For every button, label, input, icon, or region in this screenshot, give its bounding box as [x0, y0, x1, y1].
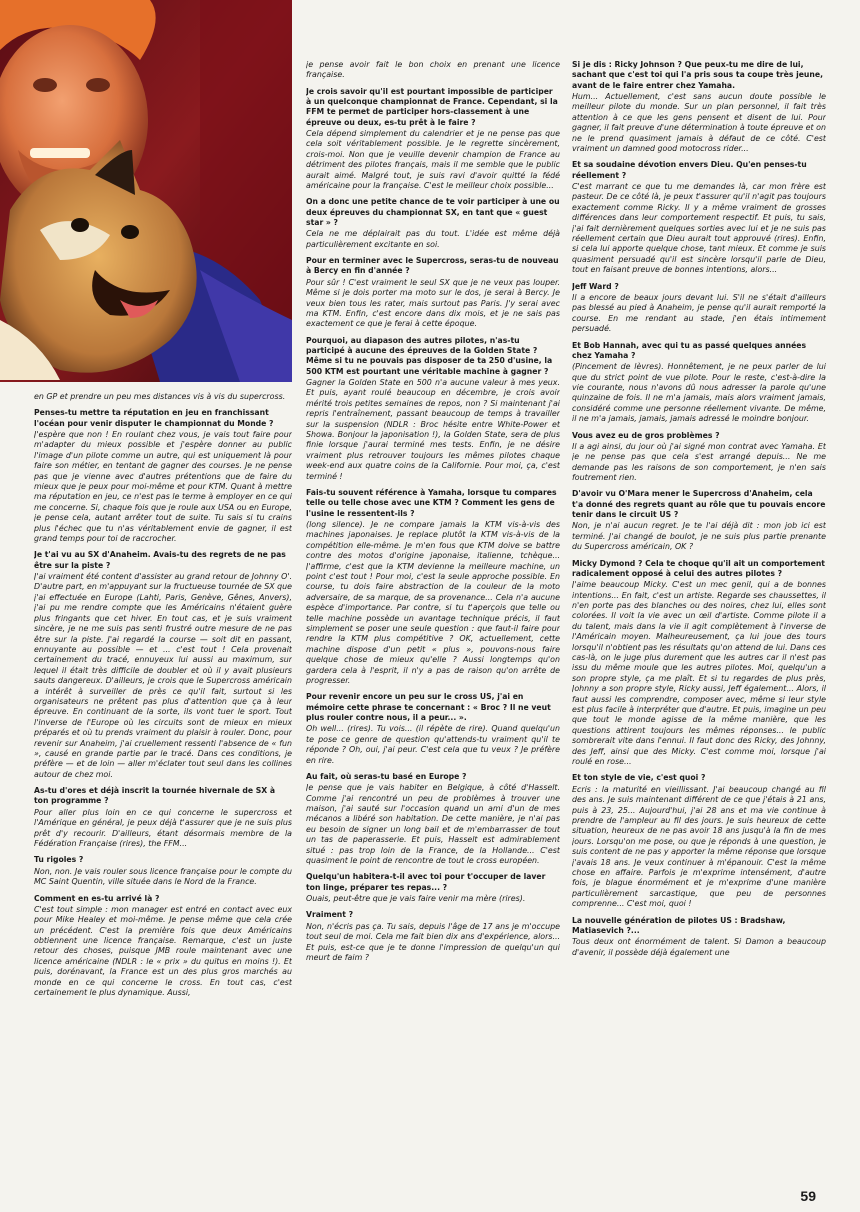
interview-question: Micky Dymond ? Cela te choque qu'il ait un comportement radicalement opposé à celui des autres pilotes ?	[572, 558, 825, 578]
article-column-3	[572, 60, 826, 964]
qa-block	[572, 60, 826, 154]
interview-answer: J'ai vraiment été content d'assister au grand retour de Johnny O'. D'autre part, en m'appuyant sur la fructueuse tournée de SX que j'ai effectuée en Europe (Lahti, Paris, Genève, Gênes, Anvers), j'ai pu me rendre compte que les Américains n'étaient guère plus fringants que cet hiver. En tout cas, et je suis vraiment sincère, je ne me suis pas senti frustré outre mesure de ne pas être sur la piste. J'ai regardé la course — soit dit en passant, ennuyante au possible — et ... c'est tout ! Cela provenait certainement du tracé, ennuyeux lui aussi au maximum, sur lequel il était très difficile de doubler et où il y avait plusieurs sauts dangereux. D'ailleurs, je crois que le Supercross américain a intérêt à surveiller de près ce qu'il fait, surtout si les organisateurs ne prêtent pas plus d'attention que ça à leur épreuve. En continuant de la sorte, ils vont tuer le sport. Tout l'inverse de l'Europe où les circuits sont de mieux en mieux préparés et où tu prends vraiment du plaisir à rouler. Donc, pour revenir sur Anaheim, j'ai cruellement ressenti l'absence de « fun », causé en grande partie par le tracé. Dans ces conditions, je préfère — et de loin — aller m'éclater tout seul dans les collines autour de chez moi.	[34, 572, 292, 779]
interview-question: Et sa soudaine dévotion envers Dieu. Qu'en penses-tu réellement ?	[572, 160, 807, 180]
interview-answer: Pour sûr ! C'est vraiment le seul SX que je ne veux pas louper. Même si je dois porter ma moto sur le dos, je serai à Bercy. Je veux bien tous les rater, mais surtout pas Paris. J'y serai avec ma KTM. Enfin, c'est encore dans dix mois, et je ne sais pas exactement ce que je ferai à cette époque.	[306, 277, 560, 329]
interview-question: D'avoir vu O'Mara mener le Supercross d'Anaheim, cela t'a donné des regrets quant au rôle que tu pouvais encore tenir dans le circuit US ?	[572, 489, 826, 520]
interview-question: Si je dis : Ricky Johnson ? Que peux-tu me dire de lui, sachant que c'est toi qui l'a pris sous ta coupe très jeune, avant de le faire entrer chez Yamaha.	[572, 60, 823, 90]
interview-question: Jeff Ward ?	[572, 281, 619, 291]
qa-block	[306, 910, 560, 963]
rider-with-dog-photo	[0, 0, 292, 382]
article-column-1	[34, 392, 292, 1004]
qa-block	[306, 256, 560, 330]
qa-block	[572, 559, 826, 768]
interview-question: La nouvelle génération de pilotes US : Bradshaw, Matiasevich ?...	[572, 915, 786, 935]
interview-question: Et Bob Hannah, avec qui tu as passé quelques années chez Yamaha ?	[572, 340, 807, 360]
qa-block	[572, 489, 826, 552]
interview-answer: J'aime beaucoup Micky. C'est un mec genil, qui a de bonnes intentions... En fait, c'est un artiste. Regarde ses chaussettes, il n'en porte pas des blanches ou des noires, chez lui, elles sont colorées. Il voit la vie avec un œil d'artiste. Comme pilote il a du talent, mais dans la vie il agit complètement à l'inverse de l'Américain moyen. Malheureusement, ça lui joue des tours lorsqu'il n'obtient pas les résultats qu'on attend de lui. Dans ces cas-là, on le juge plus durement que les autres car il n'est pas issu du même moule que les autres pilotes. Moi, quelqu'un a son propre style, ça me plaît. Et si tu regardes de plus près, Johnny a son propre style, Ricky aussi, Jeff également... Alors, il faut aussi les comprendre, composer avec, même si leur style est plus facile à interpréter que d'autre. Et puis, imagine un peu que tout le monde agisse de la même manière, que les questions attirent toujours les mêmes réponses... le public sombrerait vite dans l'ennui. Il faut donc des Ricky, des Johnny, des Jeff, ainsi que des Micky. C'est comme moi, lorsque j'ai roulé en rose...	[572, 580, 826, 767]
interview-question: Comment en es-tu arrivé là ?	[34, 893, 160, 903]
interview-answer: Non, n'écris pas ça. Tu sais, depuis l'âge de 17 ans je m'occupe tout seul de moi. Cela me fait bien dix ans d'expérience, alors... Et puis, est-ce que je te donne l'impression de quelqu'un qui meurt de faim ?	[306, 921, 560, 962]
interview-question: Et ton style de vie, c'est quoi ?	[572, 773, 706, 783]
interview-answer: (long silence). Je ne compare jamais la KTM vis-à-vis des machines japonaises. Je replace plutôt la KTM vis-à-vis de la compétition elle-même. Je m'en fous que KTM doive se battre contre des motos d'origine japonaise, italienne, tchèque... J'affirme, c'est que la KTM devienne la meilleure machine, un point c'est tout ! Pour moi, c'est la seule approche possible. En course, tu dois faire abstraction de la couleur de la moto adversaire, de sa marque, de sa provenance... Cela n'a aucune espèce d'importance. Par contre, si tu t'aperçois que telle ou telle machine possède un avantage technique précis, il faut simplement se poser une seule question : que faut-il faire pour rendre la KTM plus compétitive ? OK, actuellement, cette machine dispose d'un petit « plus », pouvons-nous faire quelque chose de mieux qu'elle ? Aussi longtemps qu'on gardera cela à l'esprit, il n'y a pas de raison qu'on arrête de progresser.	[306, 519, 560, 685]
qa-block	[572, 916, 826, 958]
interview-answer: Cela ne me déplairait pas du tout. L'idée est même déjà particulièrement excitante en soi.	[306, 229, 560, 249]
interview-question: Pour en terminer avec le Supercross, seras-tu de nouveau à Bercy en fin d'année ?	[306, 256, 559, 276]
qa-block	[306, 87, 560, 192]
qa-block	[572, 773, 826, 909]
qa-block	[34, 855, 292, 887]
interview-question: Fais-tu souvent référence à Yamaha, lorsque tu compares telle ou telle chose avec une KTM ? Comment les gens de l'usine le ressentent-ils ?	[306, 488, 557, 518]
interview-answer: je pense avoir fait le bon choix en prenant une licence française.	[306, 60, 560, 80]
interview-question: Au fait, où seras-tu basé en Europe ?	[306, 771, 467, 781]
qa-block	[572, 431, 826, 484]
interview-answer: (Pincement de lèvres). Honnêtement, je ne peux parler de lui que du strict point de vue pilote. Pour le reste, c'est-à-dire la vie courante, nous n'avons dû nous adresser la parole qu'une quinzaine de fois. Il ne m'a jamais, mais alors vraiment jamais, considéré comme une personne réellement vivante. De même, il ne m'a jamais, jamais, jamais adressé le moindre bonjour.	[572, 362, 826, 424]
interview-question: Quelqu'un habitera-t-il avec toi pour t'occuper de laver ton linge, préparer tes repas... ?	[306, 872, 546, 892]
qa-block	[34, 894, 292, 999]
interview-question: As-tu d'ores et déjà inscrit la tournée hivernale de SX à ton programme ?	[34, 786, 276, 806]
qa-block	[34, 786, 292, 849]
interview-question: Pourquoi, au diapason des autres pilotes, n'as-tu participé à aucune des épreuves de la Golden State ? Même si tu ne pouvais pas disposer de ta 250 d'usine, la 500 KTM est pourtant une véritable machine à gagner ?	[306, 335, 553, 376]
interview-answer: Il a agi ainsi, du jour où j'ai signé mon contrat avec Yamaha. Et je ne pense pas que cela s'est arrangé depuis... Ne me demande pas les raisons de son comportement, je n'en sais foutrement rien.	[572, 441, 826, 483]
qa-block	[306, 692, 560, 766]
interview-answer: Hum... Actuellement, c'est sans aucun doute possible le meilleur pilote du monde. Sur un plan personnel, il fait très attention à ce que les gens pensent et disent de lui. Pour gagner, il fait preuve d'une détermination à toute épreuve et on ne le prend quasiment jamais à défaut de ce côté. C'est vraiment un damned good motocross rider...	[572, 91, 826, 153]
interview-answer: en GP et prendre un peu mes distances vis à vis du supercross.	[34, 392, 286, 401]
interview-answer: Oh well... (rires). Tu vois... (il répète de rire). Quand quelqu'un te pose ce genre de question qu'attends-tu vraiment qu'il te réponde ? Oh, oui, j'ai peur. C'est cela que tu veux ? Je préfère en rire.	[306, 724, 560, 765]
interview-answer: Cela dépend simplement du calendrier et je ne pense pas que cela soit véritablement possible. Je le regrette sincèrement, crois-moi. Non que je veuille devenir champion de France au détriment des pilotes français, mais il me semble que le public aurait aimé. Malgré tout, je suis ravi d'avoir quitté la fédé américaine pour la française. C'est le meilleur choix possible...	[306, 129, 560, 191]
interview-answer: Ouais, peut-être que je vais faire venir ma mère (rires).	[306, 894, 526, 904]
interview-answer: Non, je n'ai aucun regret. Je te l'ai déjà dit : mon job ici est terminé. J'ai changé de boulot, je ne suis plus partie prenante du Supercross américain, OK ?	[572, 521, 826, 552]
interview-answer: J'espère que non ! En roulant chez vous, je vais tout faire pour m'adapter du mieux possible et j'espère donner au public l'image d'un pilote comme un autre, qui est uniquement là pour faire son métier, en tentant de gagner des courses. Je ne pense pas que je vienne avec d'autres prétentions que de faire du mieux que je peux pour moi-même et pour KTM. Quant à mettre ma réputation en jeu, ce n'est pas le terme à employer en ce qui me concerne. Si, chaque fois que je roule aux USA ou en Europe, je pense cela, autant arrêter tout de suite. Tu sais si tu crains plus l'échec que tu n'as véritablement envie de gagner, il est grand temps pour toi de raccrocher.	[34, 430, 292, 544]
interview-question: Je crois savoir qu'il est pourtant impossible de participer à un quelconque championnat de France. Cependant, si la FFM te permet de participer hors-classement à une épreuve ou deux, es-tu prêt à le faire ?	[306, 86, 558, 127]
qa-block	[34, 392, 292, 402]
qa-block	[306, 772, 560, 867]
interview-answer: C'est marrant ce que tu me demandes là, car mon frère est pasteur. De ce côté là, je peux t'assurer qu'il n'agit pas toujours exactement comme Ricky. Il y a même vraiment de grosses différences dans leur comportement respectif. Et puis, tu sais, j'ai fait dernièrement quelques sorties avec lui et je ne suis pas réellement certain que Dieu aurait tout approuvé (rires). Enfin, si cela lui apporte quelque chose, tant mieux. Et comme je suis quasiment persuadé qu'il est sincère lorsqu'il parle de Dieu, tout en faisant preuve de bonnes intentions, alors...	[572, 181, 826, 275]
qa-block	[34, 550, 292, 780]
qa-block	[306, 60, 560, 81]
qa-block	[306, 197, 560, 250]
interview-question: Penses-tu mettre ta réputation en jeu en franchissant l'océan pour venir disputer le championnat du Monde ?	[34, 408, 274, 428]
interview-answer: Tous deux ont énormément de talent. Si Damon a beaucoup d'avenir, il possède déjà également une	[572, 937, 826, 957]
qa-block	[572, 282, 826, 335]
interview-answer: Je pense que je vais habiter en Belgique, à côté d'Hasselt. Comme j'ai rencontré un peu de problèmes à trouver une maison, j'ai sauté sur l'occasion quand un ami d'un de mes mécanos a libéré son habitation. De cette manière, je n'ai pas eu besoin de signer un long bail et de m'embarrasser de tout un tas de paperasserie. Et puis, Hasselt est admirablement situé : pas trop loin de la France, de la Hollande... C'est quasiment le point de rencontre de tout le cross européen.	[306, 783, 560, 866]
interview-question: Pour revenir encore un peu sur le cross US, j'ai en mémoire cette phrase te concernant : « Broc ? Il ne veut plus rouler contre nous, il a peur... ».	[306, 692, 551, 722]
interview-question: Tu rigoles ?	[34, 855, 84, 865]
qa-block	[306, 872, 560, 904]
interview-question: Je t'ai vu au SX d'Anaheim. Avais-tu des regrets de ne pas être sur la piste ?	[34, 550, 286, 570]
interview-answer: Gagner la Golden State en 500 n'a aucune valeur à mes yeux. Et puis, ayant roulé beaucoup en décembre, je crois avoir mérité trois petites semaines de repos, non ? Si maintenant j'ai repris l'entraînement, passant beaucoup de temps à travailler sur la suspension (NDLR : Broc hésite entre White-Power et Showa. Bonjour la japonisation !), la Golden State, sera de plus finie lorsque j'aurai terminé mes tests. Enfin, je ne désire vraiment plus retrouver toujours les mêmes pilotes chaque week-end aux quatre coins de la Californie. Pour moi, ça, c'est terminé !	[306, 377, 560, 481]
interview-answer: C'est tout simple : mon manager est entré en contact avec eux pour Mike Healey et moi-même. Je pense même que cela crée un précédent. C'est la première fois que deux Américains obtiennent une licence française. Remarque, c'est un juste retour des choses, puisque JMB roule maintenant avec une licence américaine (NDLR : le « prix » du quitus en moins !). Et puis, dorénavant, la France est un des plus gros marchés au monde en ce qui concerne le cross. En tout cas, c'est certainement le plus dynamique. Aussi,	[34, 904, 292, 998]
interview-answer: Non, non. Je vais rouler sous licence française pour le compte du MC Saint Quentin, ville située dans le Nord de la France.	[34, 866, 292, 887]
page-number: 59	[800, 1188, 816, 1204]
qa-block	[306, 488, 560, 686]
interview-question: Vous avez eu de gros problèmes ?	[572, 430, 720, 440]
interview-answer: Il a encore de beaux jours devant lui. S'il ne s'était d'ailleurs pas blessé au pied à Anaheim, je pense qu'il aurait remporté la course. En me rendant au stade, j'en étais intimement persuadé.	[572, 292, 826, 334]
interview-answer: Ecris : la maturité en vieillissant. J'ai beaucoup changé au fil des ans. Je suis maintenant différent de ce que j'étais à 21 ans, puis à 23, 25... Aujourd'hui, j'ai 28 ans et ma vie continue à prendre de l'ampleur au fil des jours. Je suis heureux de cette situation, heureux de ne pas avoir 18 ans jusqu'à la fin de mes jours. Lorsqu'on me pose, ou que je réponds à une question, je suis content de ne pas y apporter la même réponse que lorsque j'avais 18 ans. Je veux continuer à m'épanouir. C'est la même chose en affaire. Parfois je m'exprime intensément, d'autre fois, je blague énormément et je m'exprime d'une manière particulièrement sarcastique, que peu de personnes comprenne... C'est moi, quoi !	[572, 784, 826, 909]
interview-question: On a donc une petite chance de te voir participer à une ou deux épreuves du championnat SX, en tant que « guest star » ?	[306, 197, 560, 228]
interview-question: Vraiment ?	[306, 910, 354, 920]
interview-answer: Pour aller plus loin en ce qui concerne le supercross et l'Amérique en général, je peux déjà t'assurer que je ne suis plus prêt d'y recourir. D'ailleurs, étant désormais membre de la Fédération Française (rires), the FFM...	[34, 807, 292, 848]
article-column-2	[306, 60, 560, 969]
qa-block	[34, 408, 292, 544]
qa-block	[572, 160, 826, 275]
qa-block	[306, 336, 560, 482]
qa-block	[572, 341, 826, 425]
